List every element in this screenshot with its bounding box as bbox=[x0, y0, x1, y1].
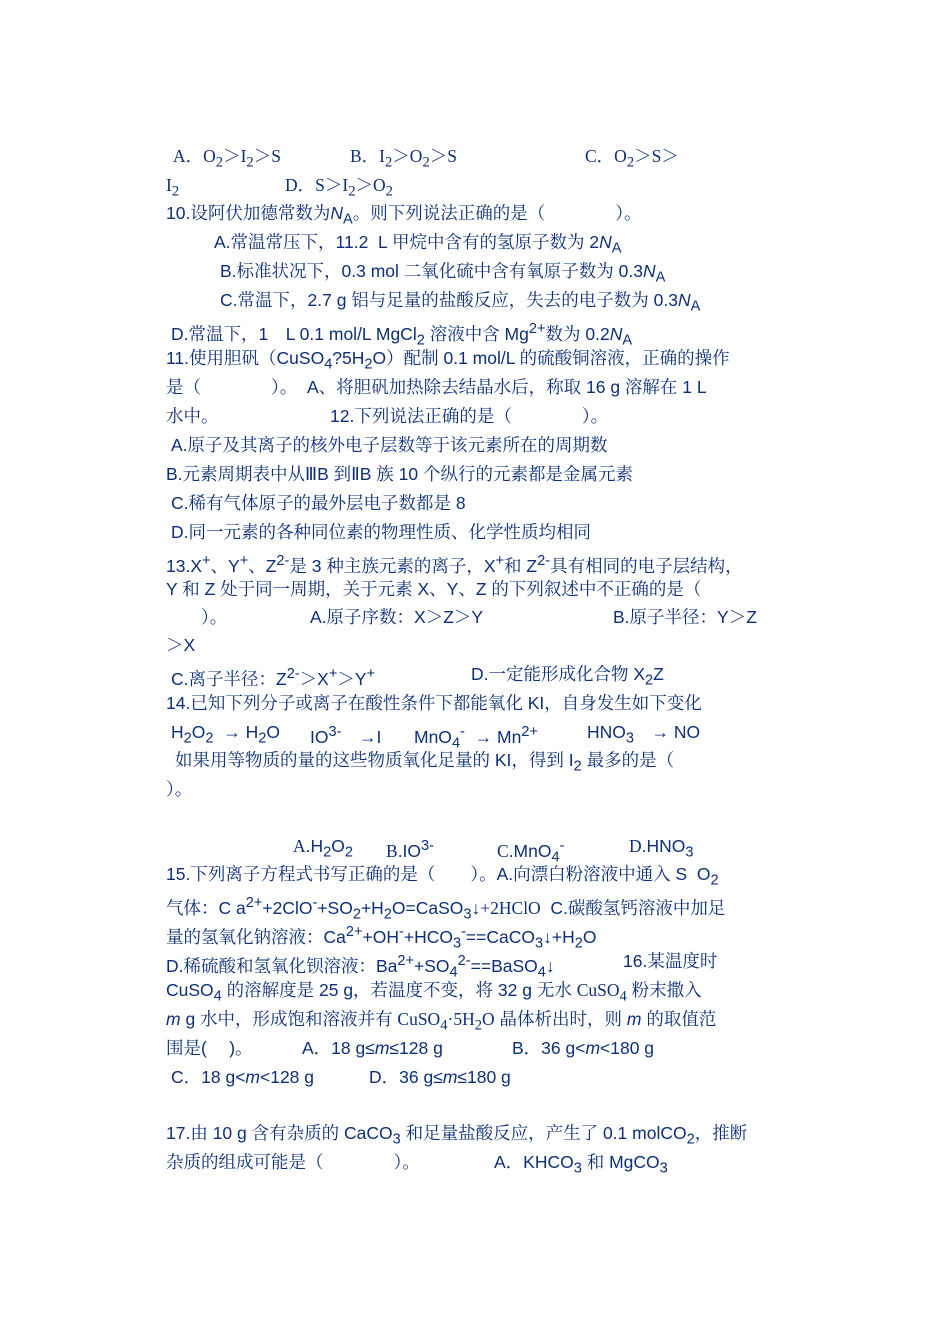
document-page: A．$O_2>I_2>S$ B．$I_2>O_2>S$ C．$O_2>S>$ $I_2$ D．$S>I_2>O_2$ 10.设阿伏加德常数为$N_A$。则下列说法正确的是（ ）。 A.常温常压下，11.2 L 甲烷中含有的氢原子数为 $2N_A$ B.标准状况下，0.3 mol 二氧化硫中含有氧原子数为 $0.3N_A$ C.常温下，2.7 g 铝与足量的盐酸反应，失去的电子数为 $0.3N_A$ D.常温下，1 L 0.1 mol/L MgCl$_2$ 溶液中含 $Mg^{2+}$数为 $0.2N_A$ 11.使用胆矾$(CuSO_4?5H_2O)$配制 0.1 mol/L 的硫酸铜溶液，正确的操作 是（ ）。 A、将胆矾加热除去结晶水后，称取 16 g 溶解在 1 L 水中。 12.下列说法正确的是（ ）。 A.原子及其离子的核外电子层数等于该元素所在的周期数 B.元素周期表中从ⅢB 到ⅡB 族 10 个纵行的元素都是金属元素 C.稀有气体原子的最外层电子数都是 8 D.同一元素的各种同位素的物理性质、化学性质均相同 13.X+、Y+、$Z^{2-}$是 3 种主族元素的离子，X+和 $Z^{2-}$具有相同的电子层结构， Y 和 Z 处于同一周期，关于元素 X、Y、Z 的下列叙述中不正确的是（ ）。 A.原子序数：X＞Z＞Y B.原子半径：Y＞Z ＞X C.离子半径：$Z^{2-}>X^+>Y^+$ D.一定能形成化合物 $X_2Z$ 14.已知下列分子或离子在酸性条件下都能氧化 KI，自身发生如下变化 $H_2O_2 \to H_2O$ $IO^{3-}$ →I $MnO_4^- \to Mn^{2+}$ $HNO_3$ → NO 如果用等物质的量的这些物质氧化足量的 KI，得到 $I_2$ 最多的是（ ）。 $A.H_2O_2$ $B.IO^{3-}$ C.MnO$_4$- $D.HNO_3$ 15.下列离子方程式书写正确的是（ ）。A.向漂白粉溶液中通入 S $O_2$ 气体：C $a^{2+}+2ClO^-+SO_2+H_2O=CaSO_3↓+2HClO$ C.碳酸氢钙溶液中加足 量的氢氧化钠溶液：$Ca^{2+}+OH^-+HCO_3^-==CaCO_3↓+H_2O$ D.稀硫酸和氢氧化钡溶液：$Ba^{2+}+SO_4^{2-}==BaSO_4↓$ 16.某温度时 CuSO$_4$ 的溶解度是 25 g，若温度不变，将 32 g 无水 CuSO$_4$ 粉末撒入 m g 水中，形成饱和溶液并有 $CuSO_4\cdot 5H_2O$ 晶体析出时，则 m 的取值范 围是( )。 A．18 g≤m≤128 g B．36 g<m<180 g C．18 g<m<128 g D．36 g≤m≤180 g 17.由 10 g 含有杂质的 CaCO$_3$ 和足量盐酸反应，产生了 0.1 molCO$_2$，推断 杂质的组成可能是（ ）。 A．$KHCO_3$ 和 MgCO$_3$ bbox=[0, 0, 950, 1342]
